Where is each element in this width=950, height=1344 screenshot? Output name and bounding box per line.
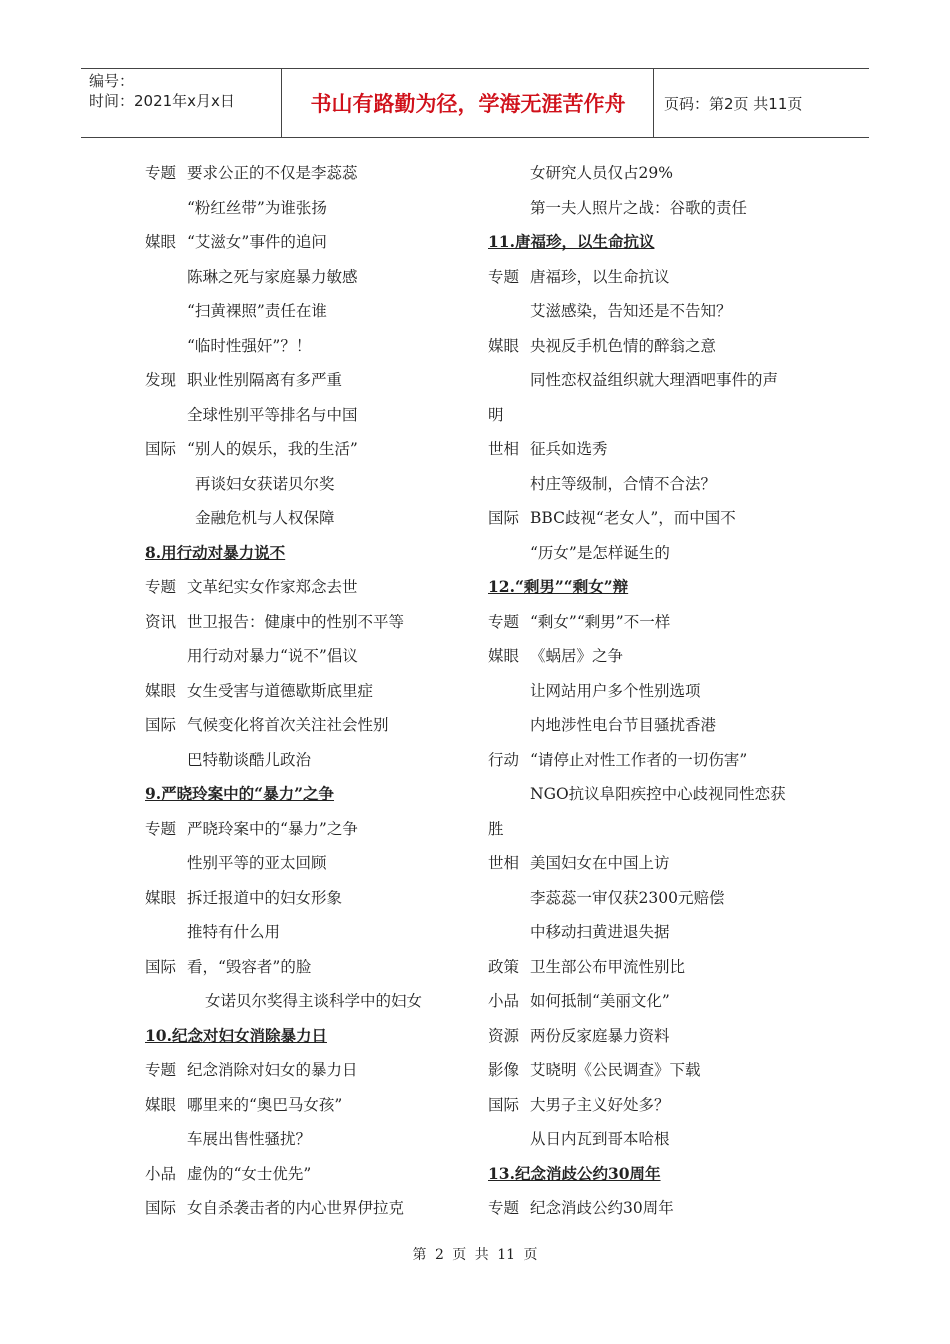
section-heading [145,1019,422,1054]
entry-category: 媒眼 [488,336,520,355]
entry-category: 国际 [145,716,177,734]
entry-text: 艾滋感染，告知还是不告知？ [530,302,732,320]
entry-text: 美国妇女在中国上访 [530,854,670,872]
entry-text: 卫生部公布甲流性别比 [530,957,686,976]
header-motto: 书山有路勤为径，学海无涯苦作舟 [310,92,626,116]
entry-category: 小品 [488,992,520,1010]
contents-entry [488,777,786,812]
contents-entry [145,501,422,536]
entry-text: 胜 [488,819,504,838]
contents-entry [488,1088,786,1123]
contents-entry [145,156,422,191]
entry-text: “粉红丝带”为谁张扬 [187,198,327,217]
header-meta [81,69,281,137]
entry-text: 从日内瓦到哥本哈根 [530,1130,670,1148]
entry-text: 明 [488,405,504,424]
contents-entry [145,984,422,1019]
entry-text: 再谈妇女获诺贝尔奖 [195,474,335,493]
entry-text: 如何抵制“美丽文化” [530,992,670,1010]
entry-text: 虚伪的“女士优先” [187,1164,312,1183]
page-header [81,68,869,138]
entry-text: 职业性别隔离有多严重 [187,371,343,389]
section-heading [488,1157,786,1192]
entry-category: 国际 [488,1095,520,1114]
entry-category: 专题 [488,612,520,631]
entry-text: 唐福珍，以生命抗议 [530,267,670,286]
contents-entry [145,708,422,743]
entry-category: 国际 [145,957,177,976]
entry-text: 女诺贝尔奖得主谈科学中的妇女 [205,992,423,1010]
section-heading-text: 12.“剩男”“剩女”辩 [488,577,629,596]
contents-entry [145,639,422,674]
entry-category: 资源 [488,1026,520,1045]
entry-category: 国际 [145,440,177,458]
entry-text: 女研究人员仅占29% [530,164,673,182]
contents-entry [488,1191,786,1226]
contents-entry [488,639,786,674]
contents-entry [145,570,422,605]
entry-text: 第一夫人照片之战：谷歌的责任 [530,198,748,217]
header-page-info: 页码：第2页 共11页 [664,94,803,113]
contents-entry [145,605,422,640]
entry-category: 专题 [145,578,177,596]
contents-entry [145,225,422,260]
entry-text: 内地涉性电台节目骚扰香港 [530,716,717,734]
entry-category: 专题 [145,164,177,182]
contents-entry [145,812,422,847]
entry-category: 国际 [145,1199,177,1217]
contents-entry [145,743,422,778]
entry-text: 推特有什么用 [187,923,281,941]
entry-category: 小品 [145,1164,177,1183]
entry-category: 媒眼 [145,1095,177,1114]
entry-text: 同性恋权益组织就大理酒吧事件的声 [530,371,779,389]
entry-text: 陈琳之死与家庭暴力敏感 [187,267,358,286]
entry-category: 世相 [488,854,520,872]
contents-entry [145,881,422,916]
contents-entry [488,605,786,640]
entry-text: 严晓玲案中的“暴力”之争 [187,819,358,838]
contents-entry [488,294,786,329]
header-divider [281,69,282,137]
entry-text: 车展出售性骚扰？ [187,1130,312,1148]
section-heading-text: 13.纪念消歧公约30周年 [488,1163,661,1183]
entry-text: 让网站用户多个性别选项 [530,681,701,700]
entry-category: 媒眼 [145,681,177,700]
section-heading [145,777,422,812]
contents-entry [488,674,786,709]
entry-text: 大男子主义好处多？ [530,1095,670,1114]
entry-text: 央视反手机色情的醉翁之意 [530,336,717,355]
contents-entry [488,1053,786,1088]
contents-entry [145,1053,422,1088]
section-heading [488,570,786,605]
entry-text: 艾晓明《公民调查》下载 [530,1061,701,1079]
page-footer: 第 2 页 共 11 页 [412,1247,538,1263]
entry-text: NGO抗议阜阳疾控中心歧视同性恋获 [530,785,786,803]
entry-category: 专题 [145,1061,177,1079]
entry-text: “艾滋女”事件的追问 [187,233,327,251]
contents-entry [488,432,786,467]
entry-text: “历女”是怎样诞生的 [530,543,670,562]
contents-entry [145,1157,422,1192]
entry-text: 征兵如选秀 [530,440,608,458]
entry-text: 纪念消除对妇女的暴力日 [187,1061,358,1079]
entry-text: 村庄等级制，合情不合法？ [530,474,717,493]
contents-entry [488,329,786,364]
entry-text: “请停止对性工作者的一切伤害” [530,750,748,769]
entry-text: 要求公正的不仅是李蕊蕊 [187,164,358,182]
entry-text: BBC歧视“老女人”，而中国不 [530,509,736,527]
contents-entry [488,881,786,916]
entry-category: 发现 [145,371,177,389]
contents-entry [145,674,422,709]
entry-text: 女生受害与道德歇斯底里症 [187,681,374,700]
header-divider [653,69,654,137]
entry-text: 文革纪实女作家郑念去世 [187,578,358,596]
contents-entry [145,846,422,881]
left-column [145,156,422,1226]
entry-text: 用行动对暴力“说不”倡议 [187,647,358,665]
section-heading-text: 11.唐福珍，以生命抗议 [488,232,655,251]
entry-text: 看，“毁容者”的脸 [187,957,312,976]
entry-text: “临时性强奸”？！ [187,336,312,355]
entry-category: 媒眼 [145,888,177,907]
entry-text: 中移动扫黄进退失据 [530,923,670,941]
contents-entry [488,156,786,191]
entry-category: 媒眼 [488,647,520,665]
entry-category: 专题 [488,1199,520,1217]
contents-entry [488,708,786,743]
section-heading [488,225,786,260]
contents-entry [145,329,422,364]
entry-category: 世相 [488,440,520,458]
contents-entry [145,363,422,398]
entry-text: 女自杀袭击者的内心世界伊拉克 [187,1199,405,1217]
contents-entry [488,1019,786,1054]
contents-entry [145,398,422,433]
section-heading-text: 9.严晓玲案中的“暴力”之争 [145,784,335,803]
entry-text: “扫黄裸照”责任在谁 [187,302,327,320]
entry-text: 李蕊蕊一审仅获2300元赔偿 [530,888,725,907]
contents-entry [145,432,422,467]
entry-category: 行动 [488,750,520,769]
entry-continuation [488,398,786,433]
contents-entry [145,260,422,295]
contents-entry [488,260,786,295]
contents-entry [145,1122,422,1157]
entry-text: 《蜗居》之争 [530,647,624,665]
contents-entry [488,191,786,226]
contents-entry [145,1191,422,1226]
entry-text: 两份反家庭暴力资料 [530,1026,670,1045]
entry-text: 性别平等的亚太回顾 [187,854,327,872]
contents-entry [488,363,786,398]
contents-entry [488,501,786,536]
contents-entry [488,950,786,985]
entry-text: 气候变化将首次关注社会性别 [187,716,389,734]
contents-entry [145,294,422,329]
contents-entry [488,536,786,571]
contents-entry [145,950,422,985]
entry-category: 专题 [145,819,177,838]
entry-category: 专题 [488,267,520,286]
contents-entry [488,915,786,950]
contents-entry [488,984,786,1019]
right-column [488,156,786,1226]
contents-entry [145,191,422,226]
entry-text: 巴特勒谈酷儿政治 [187,750,312,769]
entry-text: 哪里来的“奥巴马女孩” [187,1095,343,1114]
contents-entry [488,467,786,502]
contents-entry [145,1088,422,1123]
entry-text: 拆迁报道中的妇女形象 [187,888,343,907]
entry-text: 世卫报告：健康中的性别不平等 [187,612,405,631]
contents-entry [488,846,786,881]
entry-category: 政策 [488,957,520,976]
contents-entry [488,1122,786,1157]
entry-category: 资讯 [145,612,177,631]
entry-text: 全球性别平等排名与中国 [187,405,358,424]
contents-entry [145,467,422,502]
entry-category: 影像 [488,1061,520,1079]
entry-category: 国际 [488,509,520,527]
time-label: 时间：2021年x月x日 [89,92,235,110]
number-label: 编号： [89,72,135,90]
section-heading [145,536,422,571]
section-heading-text: 10.纪念对妇女消除暴力日 [145,1025,327,1045]
entry-text: 金融危机与人权保障 [195,509,335,527]
entry-text: “剩女”“剩男”不一样 [530,612,671,631]
entry-category: 媒眼 [145,233,177,251]
entry-text: 纪念消歧公约30周年 [530,1199,674,1217]
entry-text: “别人的娱乐，我的生活” [187,440,358,458]
section-heading-text: 8.用行动对暴力说不 [145,542,286,562]
contents-entry [488,743,786,778]
contents-entry [145,915,422,950]
entry-continuation [488,812,786,847]
